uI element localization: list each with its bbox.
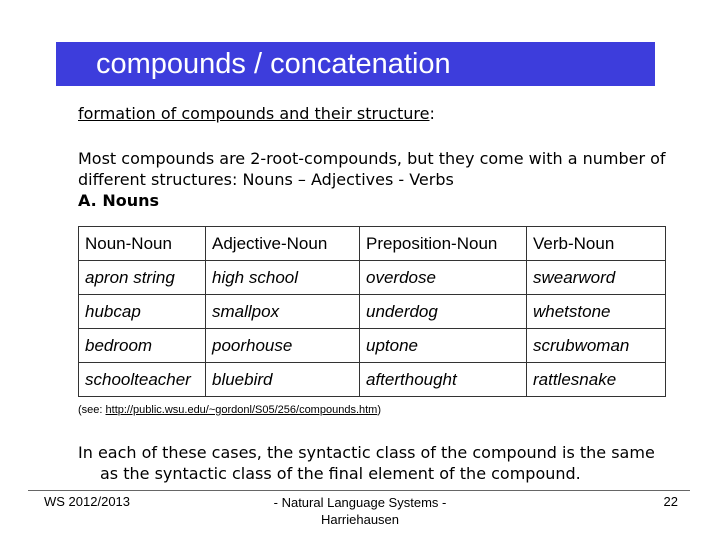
table-cell: hubcap xyxy=(79,295,206,329)
intro-line-2: different structures: Nouns – Adjectives - Verbs xyxy=(78,170,454,189)
table-cell: uptone xyxy=(360,329,527,363)
footer-course-line-2: Harriehausen xyxy=(320,512,400,527)
page-number: 22 xyxy=(663,494,678,509)
source-prefix: (see: xyxy=(78,404,106,416)
heading-text: formation of compounds and their structure xyxy=(78,104,430,123)
table-cell: scrubwoman xyxy=(527,329,666,363)
table-row xyxy=(79,261,666,295)
section-heading xyxy=(78,104,435,123)
title-bar xyxy=(56,42,655,86)
table-cell: afterthought xyxy=(360,363,527,397)
table-row xyxy=(79,295,666,329)
footer-semester: WS 2012/2013 xyxy=(44,494,131,509)
table-cell: rattlesnake xyxy=(527,363,666,397)
table-cell: apron string xyxy=(79,261,206,295)
table-row xyxy=(79,329,666,363)
table-cell: underdog xyxy=(360,295,527,329)
conclusion-line-1: In each of these cases, the syntactic class of the compound is the same xyxy=(78,443,655,462)
header-noun-noun: Noun-Noun xyxy=(79,227,206,261)
compounds-table xyxy=(78,226,666,397)
source-link[interactable]: http://public.wsu.edu/~gordonl/S05/256/compounds.htm xyxy=(105,404,378,416)
table-cell: swearword xyxy=(527,261,666,295)
source-note xyxy=(78,404,381,416)
table-cell: bluebird xyxy=(206,363,360,397)
header-preposition-noun: Preposition-Noun xyxy=(360,227,527,261)
table-cell: whetstone xyxy=(527,295,666,329)
intro-paragraph xyxy=(78,148,698,211)
table-row xyxy=(79,363,666,397)
table-cell: overdose xyxy=(360,261,527,295)
header-verb-noun: Verb-Noun xyxy=(527,227,666,261)
footer-divider xyxy=(28,490,690,491)
source-suffix: ) xyxy=(377,404,382,416)
intro-line-1: Most compounds are 2-root-compounds, but they come with a number of xyxy=(78,149,666,168)
heading-colon: : xyxy=(429,104,435,123)
table-cell: smallpox xyxy=(206,295,360,329)
footer-course xyxy=(250,494,470,528)
footer-course-line-1: - Natural Language Systems - xyxy=(273,495,447,510)
table-cell: poorhouse xyxy=(206,329,360,363)
table-header-row xyxy=(79,227,666,261)
table-cell: bedroom xyxy=(79,329,206,363)
table-cell: high school xyxy=(206,261,360,295)
nouns-subheading: A. Nouns xyxy=(78,191,160,210)
table-cell: schoolteacher xyxy=(79,363,206,397)
conclusion-line-2: as the syntactic class of the final element of the compound. xyxy=(100,464,581,483)
header-adjective-noun: Adjective-Noun xyxy=(206,227,360,261)
slide-title: compounds / concatenation xyxy=(96,48,451,80)
conclusion-paragraph xyxy=(78,442,688,484)
